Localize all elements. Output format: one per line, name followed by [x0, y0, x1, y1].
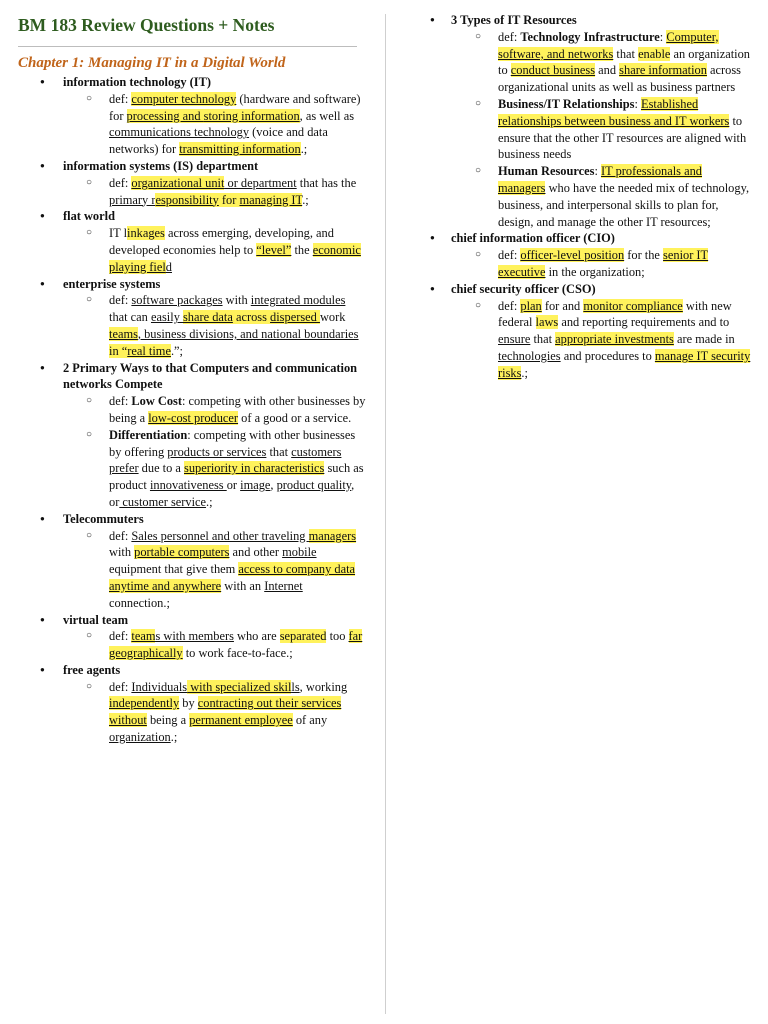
highlighted-text: share data — [182, 310, 233, 325]
term-heading: ● Telecommuters — [63, 511, 144, 526]
definition-text: are made in — [673, 332, 735, 347]
highlighted-text: enable — [638, 46, 671, 61]
highlighted-text: contracting out their services without — [109, 696, 342, 728]
highlighted-text: share information — [619, 63, 707, 78]
definition-text: with — [109, 545, 135, 560]
definition-text: .; — [206, 494, 213, 509]
term-item — [430, 12, 752, 230]
definition-text: ls — [291, 679, 300, 694]
definition-text: due to a — [138, 461, 184, 476]
highlighted-text: officer-level position — [520, 248, 625, 263]
highlighted-text: economic playing fiel — [109, 242, 361, 274]
definition-text: of any — [292, 713, 328, 728]
definition-text: ensure — [498, 332, 531, 347]
highlighted-text: Computer, software, and networks — [498, 29, 719, 61]
definition-list — [63, 393, 366, 511]
page-title: BM 183 Review Questions + Notes — [18, 15, 275, 35]
right-column — [430, 12, 752, 382]
highlighted-text: plan — [520, 298, 542, 313]
definition-text: def: — [498, 29, 521, 44]
highlighted-text: organizational unit — [131, 175, 225, 190]
left-column — [18, 0, 366, 746]
right-term-list — [430, 12, 752, 382]
definition-item — [451, 29, 752, 96]
chapter-heading: Chapter 1: Managing IT in a Digital World — [18, 55, 286, 71]
definition-item — [451, 163, 752, 230]
definition-text: def: — [109, 293, 132, 308]
definition-list — [63, 292, 366, 359]
definition-text: : — [634, 96, 642, 111]
definition-text: : competing with other businesses by being a — [109, 394, 366, 425]
definition-text: organization — [109, 730, 171, 745]
definition-text: and other — [229, 545, 283, 560]
definition-list — [63, 175, 366, 209]
highlighted-text: anytime and anywhere — [109, 578, 222, 593]
term-item — [18, 662, 366, 746]
highlighted-text: transmitting information — [179, 142, 301, 157]
definition-text: to work face-to-face.; — [182, 646, 293, 661]
definition-text: across emerging, developing, and developed economies help to — [109, 226, 334, 257]
definition-text: .; — [300, 142, 308, 157]
definition-text: def: — [109, 679, 132, 694]
definition-text: with an — [221, 578, 265, 593]
definition-item — [63, 528, 366, 612]
definition-text: , — [270, 478, 277, 493]
definition-text: .; — [170, 730, 178, 745]
highlighted-text: with specialized skil — [187, 679, 292, 694]
bold-label: Business/IT Relationships — [498, 96, 635, 111]
definition-item — [451, 298, 752, 382]
definition-text: that has the — [296, 175, 357, 190]
definition-text: communications technology — [109, 125, 250, 140]
highlighted-text: access to company data — [238, 562, 356, 577]
column-divider — [385, 14, 386, 1014]
term-item — [18, 158, 366, 208]
term-item — [430, 281, 752, 382]
term-heading: ● free agents — [63, 662, 121, 677]
title-rule — [18, 46, 357, 47]
highlighted-text: manage IT security risks — [498, 348, 751, 380]
term-heading: ● chief security officer (CSO) — [451, 281, 596, 296]
term-item — [430, 230, 752, 280]
term-item — [18, 208, 366, 275]
definition-text: an organization to — [498, 46, 751, 78]
definition-item — [451, 247, 752, 281]
definition-list — [63, 679, 366, 746]
highlighted-text: in “ — [109, 343, 128, 358]
definition-text: def: — [109, 394, 132, 409]
definition-text: Individuals — [131, 679, 188, 694]
definition-text: def: — [109, 629, 132, 644]
definition-item — [63, 292, 366, 359]
term-item — [18, 612, 366, 662]
definition-item — [63, 427, 366, 511]
definition-text: customer service — [119, 494, 207, 509]
definition-text: : competing with other businesses by offering — [109, 427, 356, 459]
highlighted-text: laws — [535, 315, 559, 330]
definition-text: customers prefer — [109, 444, 342, 476]
definition-text: s with members — [155, 629, 234, 644]
left-term-list — [18, 74, 366, 746]
highlighted-text: Established relationships between business and IT workers — [498, 96, 730, 128]
term-heading: ● flat world — [63, 209, 115, 224]
definition-item — [63, 175, 366, 209]
definition-text: .; — [302, 192, 309, 207]
definition-text: def: — [498, 248, 521, 263]
definition-text: that — [613, 46, 639, 61]
definition-text: with — [222, 293, 251, 308]
definition-text: across organizational units as well as business partners — [498, 63, 741, 95]
highlighted-text: inkages — [127, 226, 165, 241]
highlighted-text: real time — [127, 343, 171, 358]
term-item — [18, 74, 366, 158]
definition-list — [63, 628, 366, 662]
highlighted-text: teams — [109, 326, 138, 341]
highlighted-text: conduct business — [510, 63, 596, 78]
definition-text: that — [266, 444, 292, 459]
definition-text: image — [240, 478, 271, 493]
definition-text: and procedures to — [560, 348, 655, 363]
definition-text: mobile — [282, 545, 317, 560]
definition-text: the — [291, 242, 313, 257]
definition-text: and — [595, 63, 620, 78]
definition-text: def: — [109, 528, 132, 543]
highlighted-text: low-cost producer — [148, 410, 239, 425]
definition-text: who are — [233, 629, 280, 644]
highlighted-text: permanent employee — [189, 713, 293, 728]
bold-label: Differentiation — [109, 427, 188, 442]
term-item — [18, 511, 366, 612]
highlighted-text: managers — [308, 528, 357, 543]
highlighted-text: separated — [279, 629, 327, 644]
definition-list — [63, 528, 366, 612]
definition-text: that — [530, 332, 556, 347]
highlighted-text: storing information — [203, 108, 300, 123]
definition-text: IT l — [109, 226, 128, 241]
definition-list — [63, 225, 366, 275]
term-heading: ● enterprise systems — [63, 276, 161, 291]
definition-text: def: — [109, 91, 132, 106]
term-heading: ● information technology (IT) — [63, 75, 211, 89]
term-item — [18, 360, 366, 511]
term-heading: ● 2 Primary Ways to that Computers and communication networks Compete — [63, 360, 358, 392]
definition-text: by — [179, 696, 198, 711]
definition-text: , working — [299, 679, 348, 694]
definition-text: def: — [109, 175, 132, 190]
definition-text: , as well as — [299, 108, 355, 123]
definition-item — [63, 679, 366, 746]
definition-text: or department — [224, 175, 297, 190]
highlighted-text: team — [131, 629, 156, 644]
definition-text: , or — [109, 478, 355, 509]
highlighted-text: IT professionals and managers — [498, 164, 702, 195]
definition-text: with new federal — [498, 298, 732, 330]
term-heading: ● chief information officer (CIO) — [451, 231, 615, 246]
term-heading: ● information systems (IS) department — [63, 158, 259, 173]
definition-text: : — [594, 164, 602, 179]
definition-text: .”; — [170, 343, 183, 358]
definition-text: of a good or a service. — [238, 410, 352, 425]
highlighted-text: “level” — [256, 242, 292, 257]
definition-text: integrated modules — [250, 293, 346, 308]
highlighted-text: for — [218, 192, 240, 207]
definition-item — [63, 91, 366, 158]
definition-text: to ensure that the other IT resources are aligned with business needs — [498, 113, 747, 162]
term-heading: ● virtual team — [63, 612, 129, 627]
definition-item — [63, 225, 366, 275]
definition-text: software packages — [131, 293, 223, 308]
highlighted-text: far geographically — [109, 629, 363, 661]
highlighted-text: senior IT executive — [498, 248, 709, 279]
definition-list — [451, 247, 752, 281]
definition-list — [63, 91, 366, 158]
definition-text: work — [319, 310, 346, 325]
definition-text: innovativeness — [149, 478, 227, 493]
highlighted-text: esponsibility — [155, 192, 219, 207]
definition-text: technologies — [498, 348, 561, 363]
term-item — [18, 276, 366, 360]
definition-text: for the — [624, 248, 664, 263]
highlighted-text: across — [232, 310, 271, 325]
definition-text: .; — [521, 365, 528, 380]
definition-text: products or services — [167, 444, 267, 459]
highlighted-text: computer technology — [131, 91, 237, 106]
definition-item — [451, 96, 752, 163]
bold-label: Low Cost — [131, 394, 182, 409]
definition-text: d — [165, 259, 172, 274]
highlighted-text: monitor compliance — [583, 298, 683, 313]
definition-text: product quality — [276, 478, 352, 493]
definition-text: easily — [150, 310, 183, 325]
definition-text: and reporting requirements and to — [558, 315, 730, 330]
highlighted-text: superiority in characteristics — [184, 461, 325, 476]
highlighted-text: appropriate investments — [555, 332, 674, 347]
definition-text: , business divisions, and national boundaries — [137, 326, 359, 341]
definition-text: too — [326, 629, 349, 644]
term-heading: ● 3 Types of IT Resources — [451, 13, 577, 27]
bold-label: Human Resources — [498, 164, 595, 179]
definition-item — [63, 628, 366, 662]
definition-text: being a — [146, 713, 190, 728]
bold-label: Technology Infrastructure — [520, 29, 660, 44]
definition-item — [63, 393, 366, 427]
definition-text: Sales personnel and other traveling — [131, 528, 309, 543]
definition-text: (hardware and software) for — [109, 91, 361, 123]
highlighted-text: dispersed — [270, 310, 320, 325]
definition-text: def: — [498, 298, 521, 313]
highlighted-text: processing and — [126, 108, 204, 123]
definition-text: : — [659, 29, 667, 44]
definition-list — [451, 298, 752, 382]
highlighted-text: portable computers — [134, 545, 230, 560]
definition-text: (voice and data networks) for — [109, 125, 328, 157]
definition-text: such as product — [109, 461, 364, 493]
definition-list — [451, 29, 752, 231]
definition-text: in the organization; — [545, 264, 645, 279]
definition-text: connection.; — [109, 595, 170, 610]
definition-text: or — [226, 478, 241, 493]
definition-text: that can — [109, 310, 151, 325]
highlighted-text: independently — [109, 696, 180, 711]
highlighted-text: managing IT — [239, 192, 303, 207]
definition-text: who have the needed mix of technology, business, and interpersonal skills to plan for, design, and manage the other IT resources; — [498, 180, 750, 229]
definition-text: for and — [541, 298, 584, 313]
definition-text: Internet — [264, 578, 303, 593]
definition-text: equipment that give them — [109, 562, 239, 577]
definition-text: primary r — [109, 192, 156, 207]
